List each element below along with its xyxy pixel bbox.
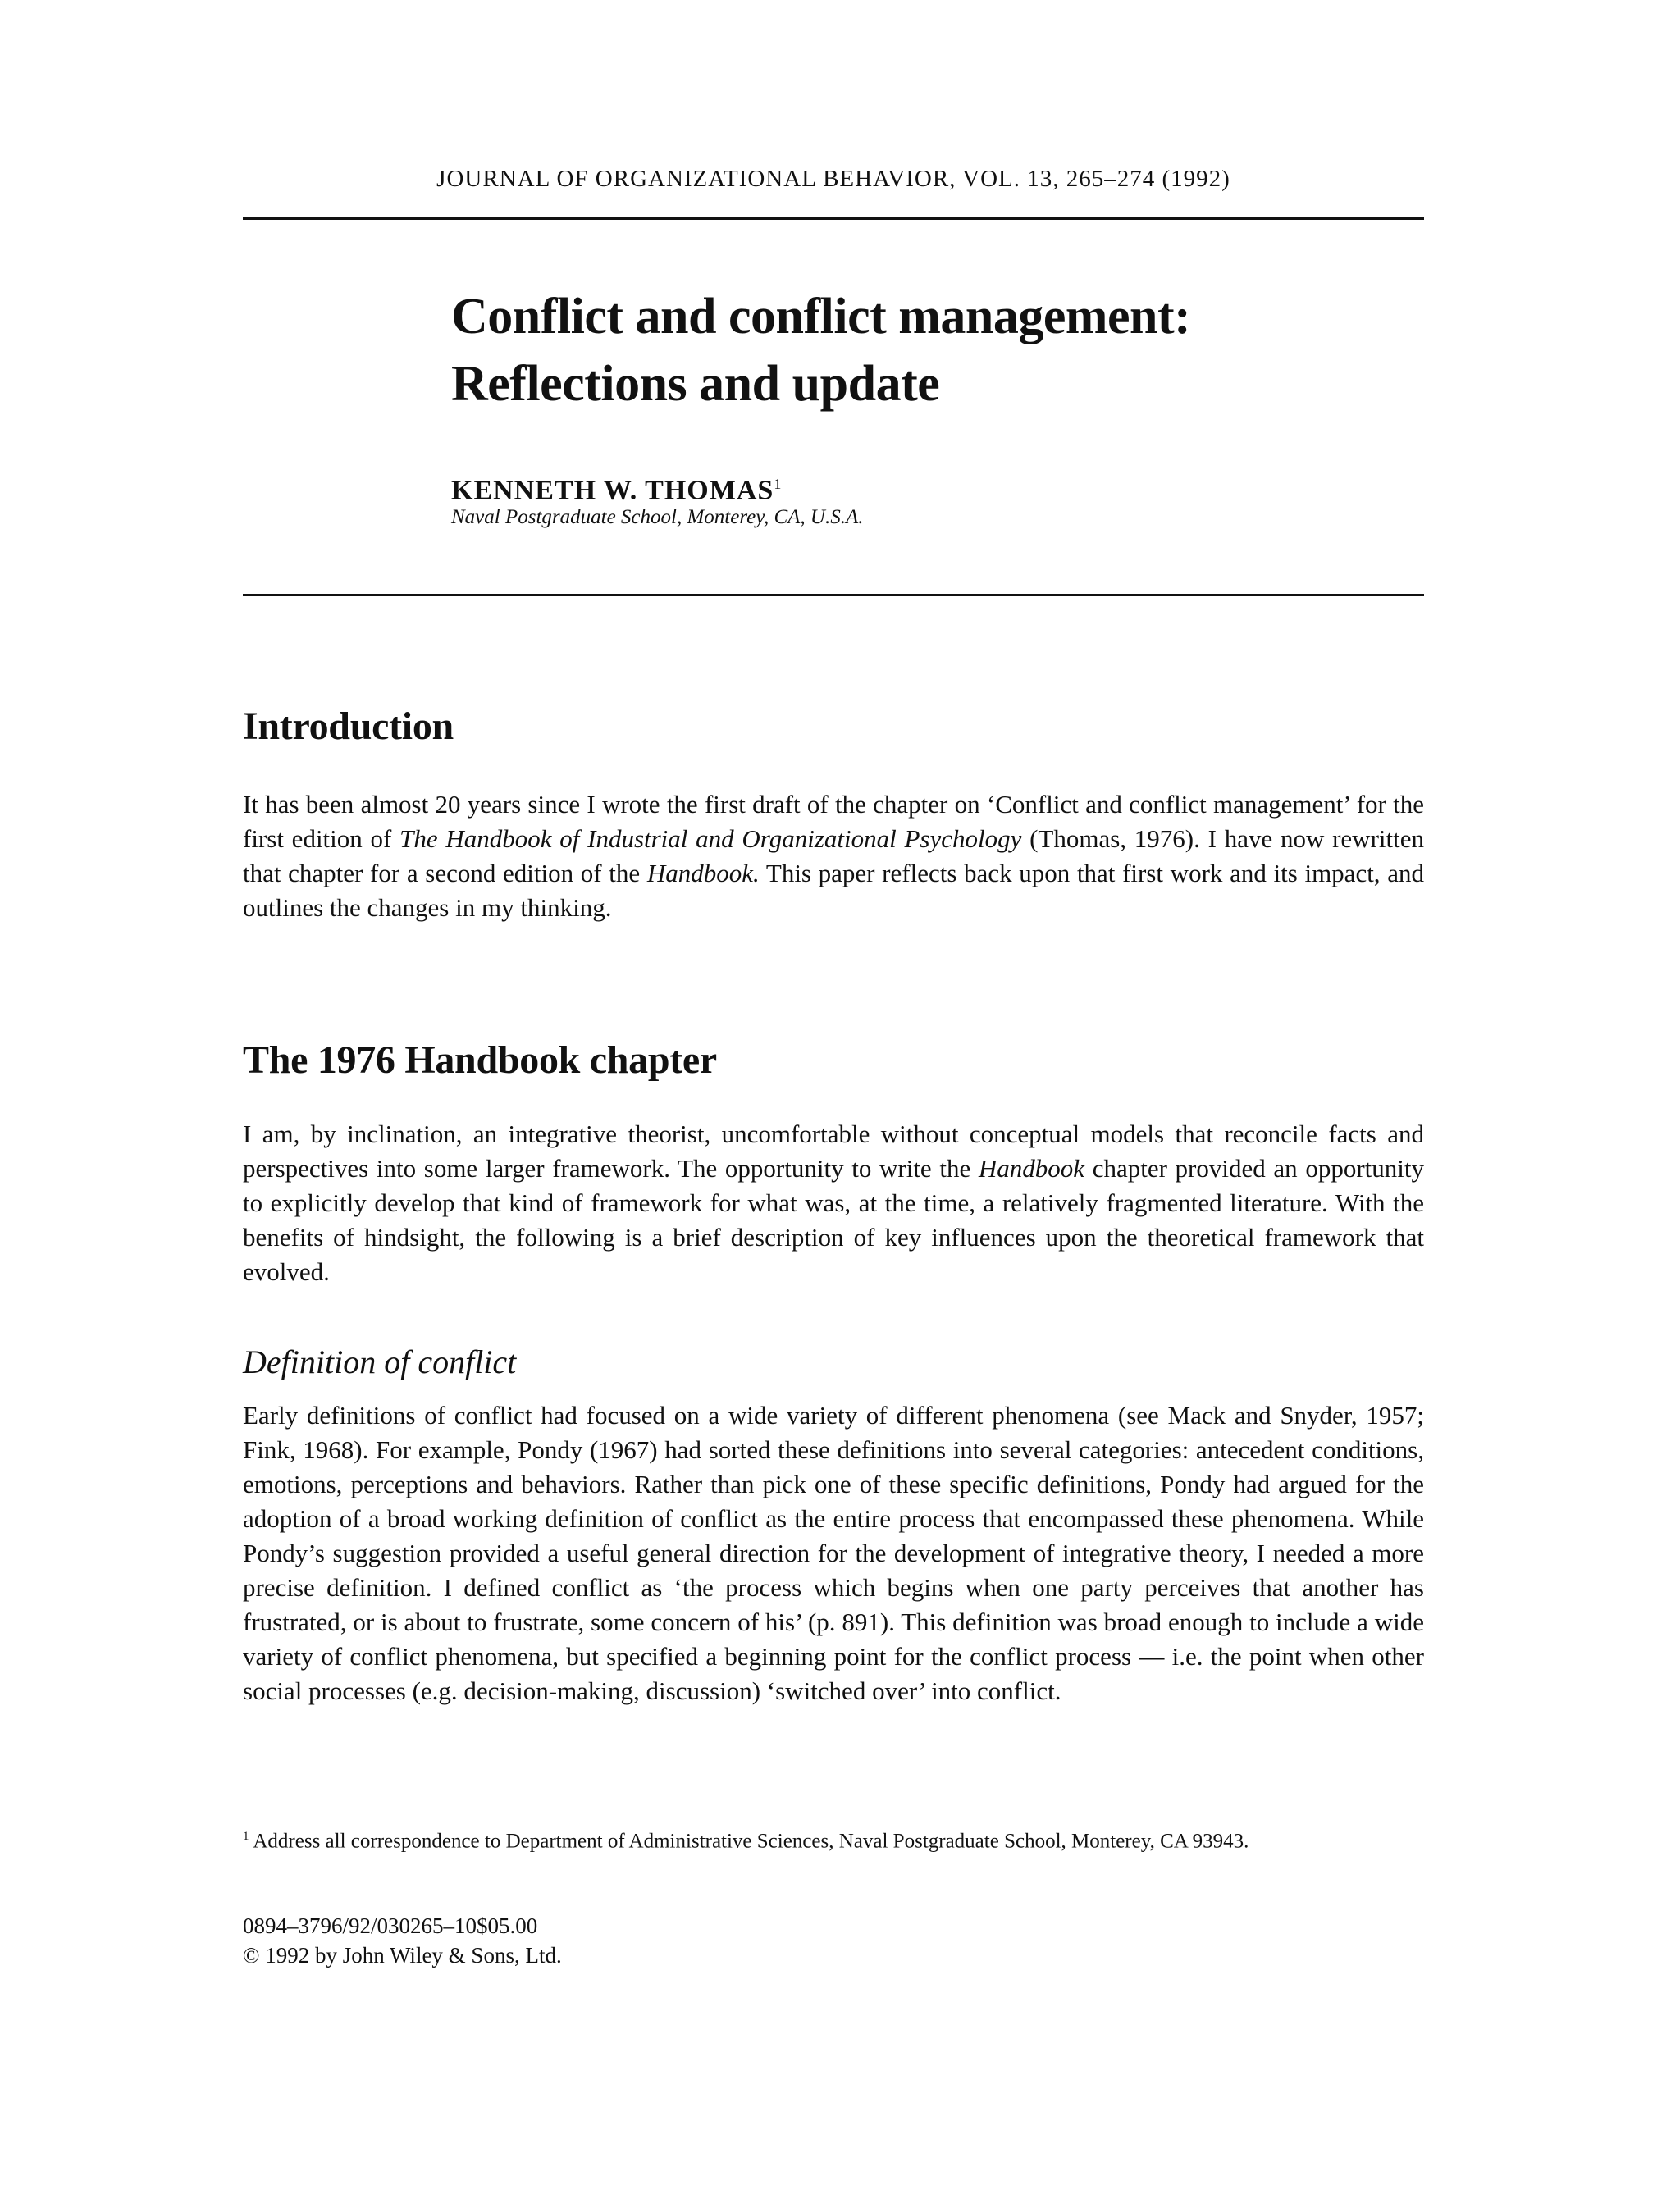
intro-text-3: This paper reflects back upon that first work and its impact, and outlines the changes in my thinking.	[243, 859, 1424, 922]
author-affiliation: Naval Postgraduate School, Monterey, CA, U.S.A.	[451, 506, 864, 528]
copyright-line: © 1992 by John Wiley & Sons, Ltd.	[243, 1943, 562, 1968]
running-head: JOURNAL OF ORGANIZATIONAL BEHAVIOR, VOL. 13, 265–274 (1992)	[436, 166, 1230, 192]
header-rule	[243, 217, 1424, 220]
title-block-rule	[243, 594, 1424, 596]
intro-handbook-ref: Handbook.	[646, 859, 760, 887]
title-line-2: Reflections and update	[451, 356, 940, 412]
intro-book-title: The Handbook of Industrial and Organizational Psychology	[399, 824, 1022, 853]
handbook-italic-ref: Handbook	[978, 1154, 1085, 1183]
issn-code: 0894–3796/92/030265–10$05.00	[243, 1913, 538, 1938]
footnote-mark: 1	[243, 1830, 249, 1843]
footnote	[243, 1822, 1424, 1855]
section-heading-introduction: Introduction	[243, 705, 454, 748]
introduction-paragraph	[243, 787, 1424, 925]
footnote-text: Address all correspondence to Department of Administrative Sciences, Naval Postgraduate School, Monterey, CA 93943.	[249, 1830, 1249, 1853]
subsection-heading-definition: Definition of conflict	[243, 1343, 517, 1380]
article-title	[451, 283, 1419, 417]
intro-text-2: (Thomas, 1976). I have now rewritten that chapter for a second edition of the	[243, 824, 1424, 887]
author-name-text: KENNETH W. THOMAS	[451, 475, 774, 506]
intro-text-1: It has been almost 20 years since I wrote the first draft of the chapter on ‘Conflict and conflict management’ for the first edition of	[243, 790, 1424, 853]
handbook-text-1: I am, by inclination, an integrative theorist, uncomfortable without conceptual models that reconcile facts and perspectives into some larger framework. The opportunity to write the	[243, 1120, 1424, 1183]
handbook-text-2: chapter provided an opportunity to explicitly develop that kind of framework for what was, at the time, a relatively fragmented literature. With the benefits of hindsight, the following is a brief description of key influences upon the theoretical framework that evolved.	[243, 1154, 1424, 1286]
section-heading-handbook-chapter: The 1976 Handbook chapter	[243, 1038, 717, 1082]
issn-block	[243, 1911, 562, 1970]
definition-paragraph: Early definitions of conflict had focused on a wide variety of different phenomena (see Mack and Snyder, 1957; Fink, 1968). For example, Pondy (1967) had sorted these definitions into several categories: antecedent conditions, emotions, perceptions and behaviors. Rather than pick one of these specific definitions, Pondy had argued for the adoption of a broad working definition of conflict as the entire process that encompassed these phenomena. While Pondy’s suggestion provided a useful general direction for the development of integrative theory, I needed a more precise definition. I defined conflict as ‘the process which begins when one party perceives that another has frustrated, or is about to frustrate, some concern of his’ (p. 891). This definition was broad enough to include a wide variety of conflict phenomena, but specified a beginning point for the conflict process — i.e. the point when other social processes (e.g. decision-making, discussion) ‘switched over’ into conflict.	[243, 1401, 1424, 1705]
title-line-1: Conflict and conflict management:	[451, 289, 1191, 344]
handbook-chapter-paragraph	[243, 1117, 1424, 1289]
author-footnote-mark: 1	[774, 476, 783, 492]
author-name	[451, 467, 782, 507]
